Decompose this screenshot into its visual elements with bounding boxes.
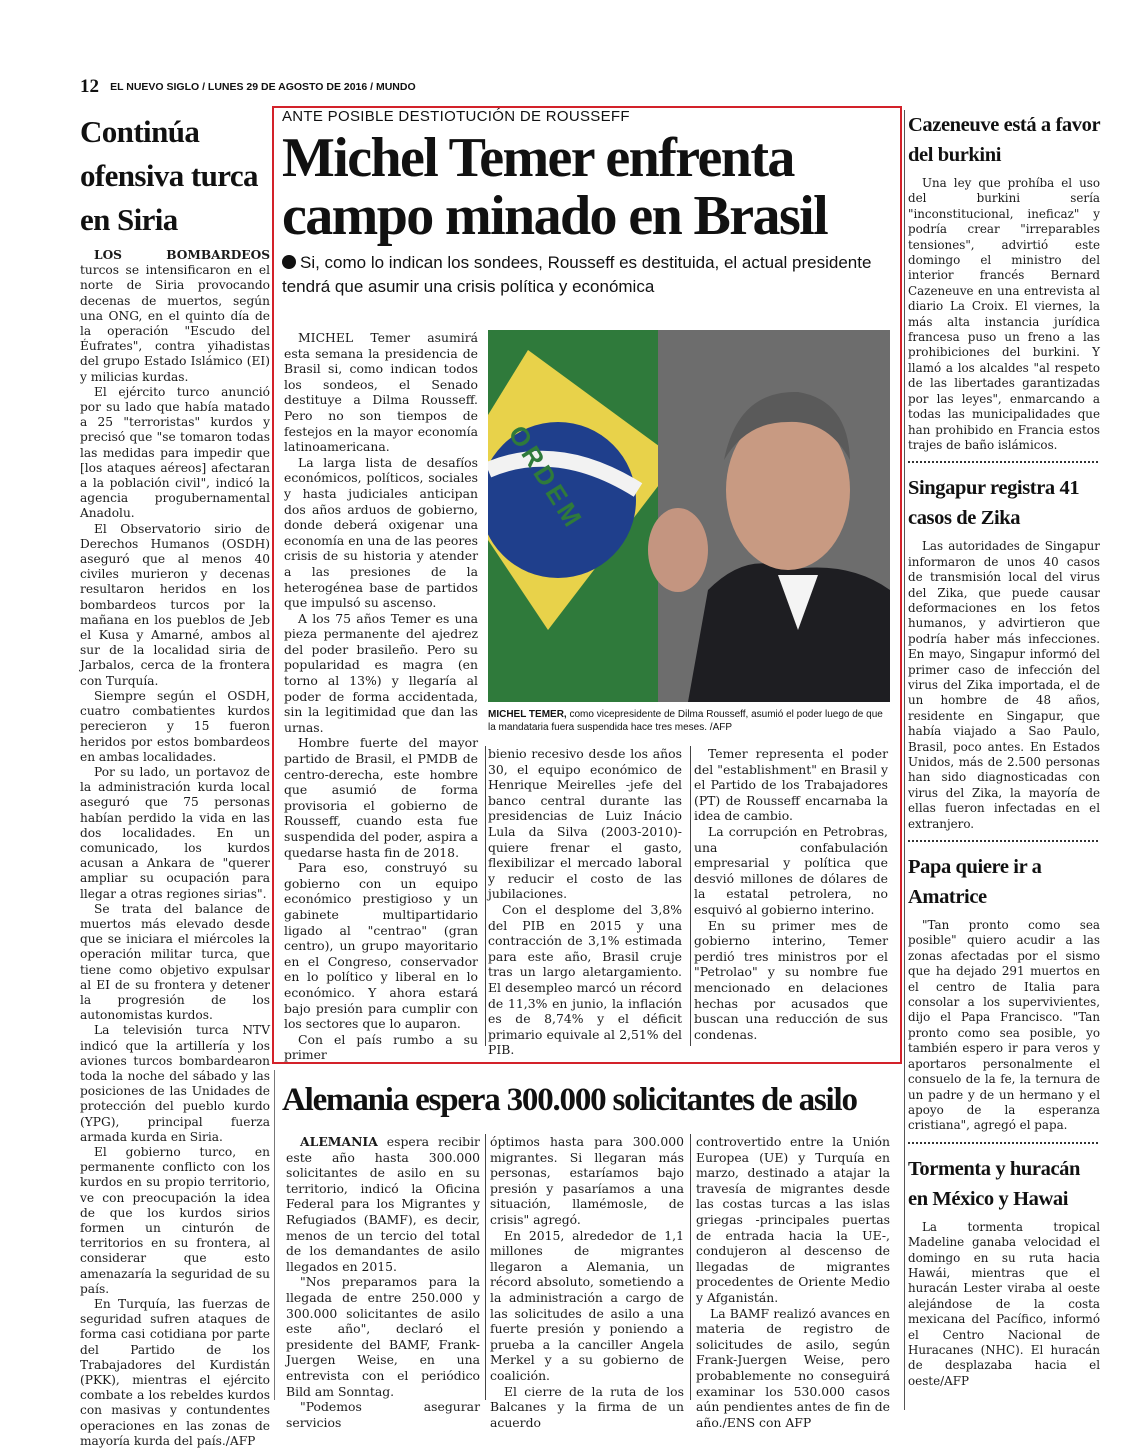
left-story-lead-word: LOS BOMBARDEOS xyxy=(94,248,270,262)
main-summary xyxy=(282,251,882,299)
left-paragraph: El ejército turco anunció por su lado que había matado a 25 "terroristas" kurdos y precisó que "se tomaron todas las medidas para impedir que [los ataques aéreos] afectaran a la población civil", indicó la agencia progubernamental Anadolu. xyxy=(80,384,270,521)
asylum-paragraph: óptimos hasta para 300.000 migrantes. Si llegaran más personas, estaríamos bajo presión y pasaríamos a una situación, llamémosle, de crisis" agregó. xyxy=(490,1134,684,1227)
main-paragraph: Con el país rumbo a su primer xyxy=(284,1031,478,1063)
main-headline: Michel Temer enfrenta campo minado en Brasil xyxy=(282,127,828,247)
main-col-1 xyxy=(284,330,478,1063)
temer-photo xyxy=(488,330,890,702)
left-paragraph: Por su lado, un portavoz de la administración kurda local aseguró que 75 personas habían perdido la vida en las dos localidades. En un comunicado, los kurdos acusan a Ankara de "querer ampliar su ocupación para llegar a otras regiones sirias". xyxy=(80,764,270,901)
main-paragraph: La corrupción en Petrobras, una confabulación empresarial y política que desvió millones de dólares de la estatal petrolera, no esquivó al gobierno interino. xyxy=(694,823,888,917)
main-kicker: ANTE POSIBLE DESTIOTUCIÓN DE ROUSSEFF xyxy=(282,108,630,125)
asylum-paragraph: En 2015, alrededor de 1,1 millones de migrantes llegaron a Alemania, un récord absoluto, sometiendo a la administración a cargo de las solicitudes de asilo a una fuerte presión y poniendo a prueba a la canciller Angela Merkel y a su gobierno de coalición. xyxy=(490,1227,684,1383)
right-briefs xyxy=(908,110,1100,1420)
brief-headline: Tormenta y huracán en México y Hawai xyxy=(908,1157,1080,1210)
brief xyxy=(908,1154,1100,1389)
main-paragraph: bienio recesivo desde los años 30, el equipo económico de Henrique Meirelles -jefe del banco central durante las presidencias de Luiz Inácio Lula da Silva (2003-2010)- quiere frenar el gasto, flexibilizar el mercado laboral y reducir el costo de las jubilaciones. xyxy=(488,746,682,902)
brief-headline: Singapur registra 41 casos de Zika xyxy=(908,477,1080,530)
asylum-story xyxy=(282,1080,894,1430)
left-paragraph: La televisión turca NTV indicó que la artillería y los aviones turcos bombardearon toda la noche del sábado y las posiciones de las Unidades de protección del pueblo kurdo (YPG), principal fuerza armada kurda en Siria. xyxy=(80,1023,270,1144)
asylum-col-3 xyxy=(696,1134,890,1430)
main-paragraph: Con el desplome del 3,8% del PIB en 2015 y una contracción de 3,1% estimada para este año, Brasil cruje tras un largo aletargamiento. El desempleo marcó un récord de 11,3% en junio, la inflación es de 8,74% y el déficit primario equivale al 2,51% del PIB. xyxy=(488,901,682,1058)
asylum-paragraph: El cierre de la ruta de los Balcanes y la firma de un acuerdo xyxy=(490,1383,684,1430)
main-summary-text: Si, como lo indican los sondees, Rousseff es destituida, el actual presidente tendrá que asumir una crisis política y económica xyxy=(282,253,872,296)
asylum-lead-word: ALEMANIA xyxy=(300,1134,378,1149)
masthead-line: EL NUEVO SIGLO / LUNES 29 DE AGOSTO DE 2016 / MUNDO xyxy=(110,81,416,93)
column-rule xyxy=(690,1134,691,1400)
column-rule xyxy=(485,746,486,1046)
left-story-body xyxy=(80,248,270,1449)
left-story xyxy=(80,110,270,1448)
asylum-col-1 xyxy=(286,1134,480,1430)
main-col-2 xyxy=(488,746,682,1058)
main-col-3 xyxy=(694,746,888,1042)
divider xyxy=(908,840,1098,842)
flag-motto: ORDEM xyxy=(502,420,590,535)
column-rule xyxy=(485,1134,486,1400)
masthead xyxy=(80,76,680,98)
asylum-headline: Alemania espera 300.000 solicitantes de asilo xyxy=(282,1082,857,1118)
main-paragraph: En su primer mes de gobierno interino, Temer perdió tres ministros por el "Petrolao" y su nombre fue mencionado en delaciones hechas por acusados que buscan una reducción de sus condenas. xyxy=(694,917,888,1042)
asylum-paragraph: "Podemos asegurar servicios xyxy=(286,1399,480,1430)
asylum-paragraph: espera recibir este año hasta 300.000 solicitantes de asilo en su territorio, indicó la Oficina Federal para los Migrantes y Refugiados (BAMF), es decir, menos de un tercio del total de los demandantes de asilo llegados en 2015. xyxy=(286,1134,480,1274)
left-paragraph: Se trata del balance de muertos más elevado desde que se iniciara el miércoles la operación militar turca, que tiene como objetivo expulsar al EI de su frontera y detener la progresión de los autonomistas kurdos. xyxy=(80,901,270,1023)
photo-caption xyxy=(488,708,888,734)
main-paragraph: Temer representa el poder del "establishment" en Brasil y el Partido de los Trabajadores (PT) de Rousseff encarnaba la idea de cambio. xyxy=(694,746,888,824)
main-paragraph: MICHEL Temer asumirá esta semana la presidencia de Brasil si, como indican todos los sondeos, el Senado destituye a Dilma Rousseff. Pero no son tiempos de festejos en la mayor economía latinoamericana. xyxy=(284,330,478,455)
left-paragraph: En Turquía, las fuerzas de seguridad sufren ataques de forma casi cotidiana por parte del Partido de los Trabajadores del Kurdistán (PKK), mientras el ejército combate a los rebeldes kurdos con masivas y contundentes operaciones en las zonas de mayoría kurda del país./AFP xyxy=(80,1297,270,1448)
caption-text: como vicepresidente de Dilma Rousseff, asumió el poder luego de que la mandataria fuera suspendida hace tres meses. /AFP xyxy=(488,709,883,733)
bullet-icon xyxy=(282,255,296,269)
brief-headline: Cazeneuve está a favor del burkini xyxy=(908,114,1100,166)
main-story xyxy=(282,108,894,1063)
asylum-paragraph: "Nos preparamos para la llegada de entre 250.000 y 300.000 solicitantes de asilo este año", declaró el presidente del BAMF, Frank-Juergen Weise, en una entrevista con el periódico Bild am Sonntag. xyxy=(286,1274,480,1399)
column-rule xyxy=(690,746,691,1046)
brief-headline: Papa quiere ir a Amatrice xyxy=(908,856,1042,909)
brief-text: Las autoridades de Singapur informaron de unos 40 casos de transmisión local del virus del Zika, que puede causar deformaciones en los fetos humanos, y advirtieron que podría haber más infecciones. En mayo, Singapur informó del primer caso de infección del virus del Zika importada, el de un hombre de 48 años, residente en Singapur, que había viajado a Sao Paulo, Brasil, poco antes. En Estados Unidos, más de 2.500 personas han sido diagnosticadas con virus del Zika, la mayoría de ellas fueron infectadas en el extranjero. xyxy=(908,539,1100,831)
main-paragraph: Hombre fuerte del mayor partido de Brasil, el PMDB de centro-derecha, este hombre que asumió de forma provisoria el gobierno de Rousseff, cuando esta fue suspendida del poder, aspira a quedarse hasta fin de 2018. xyxy=(284,735,478,860)
brief-text: La tormenta tropical Madeline ganaba velocidad el domingo en su ruta hacia Hawái, mientras que el huracán Lester viraba al oeste alejándose de la costa mexicana del Pacífico, informó el Centro Nacional de Huracanes (NHC). El huracán de desplazaba hacia el oeste/AFP xyxy=(908,1219,1100,1388)
divider xyxy=(908,1142,1098,1144)
left-paragraph: El Observatorio sirio de Derechos Humanos (OSDH) aseguró que al menos 40 civiles murieron y decenas resultaron heridos en los bombardeos turcos por la mañana en los pueblos de Jeb el Kusa y Amarné, ambos al sur de la localidad siria de Jarbalos, cerca de la frontera con Turquía. xyxy=(80,521,270,688)
left-paragraph: Siempre según el OSDH, cuatro combatientes kurdos perecieron y 15 fueron heridos por estos bombardeos en ambas localidades. xyxy=(80,688,270,764)
left-paragraph: turcos se intensificaron en el norte de Siria provocando decenas de muertos, según una ONG, en el quinto día de la operación "Escudo del Éufrates", contra yihadistas del grupo Estado Islámico (EI) y milicias kurdas. xyxy=(80,263,270,384)
main-paragraph: Para eso, construyó su gobierno con un equipo económico prestigioso y un gabinete multipartidario ligado al "centrao" (gran centro), un grupo mayoritario en el Congreso, conservador en lo político y liberal en lo económico. Y ahora estará bajo presión para cumplir con los sectores que lo auparon. xyxy=(284,860,478,1032)
asylum-paragraph: La BAMF realizó avances en materia de registro de solicitudes de asilo, según Frank-Juergen Weise, pero probablemente no conseguirá examinar los 530.000 casos aún pendientes antes de fin de año./ENS con AFP xyxy=(696,1305,890,1430)
caption-name: MICHEL TEMER, xyxy=(488,709,567,720)
asylum-col-2 xyxy=(490,1134,684,1430)
left-story-headline: Continúa ofensiva turca en Siria xyxy=(80,114,258,237)
asylum-paragraph: controvertido entre la Unión Europea (UE) y Turquía en marzo, destinado a atajar la travesía de migrantes desde las costas turcas a las islas griegas -principales puertas de entrada hacia la UE-, condujeron al descenso de llegadas de migrantes procedentes de Oriente Medio y Afganistán. xyxy=(696,1134,890,1305)
divider xyxy=(908,461,1098,463)
brief-text: Una ley que prohíba el uso del burkini sería "inconstitucional, ineficaz" y podría crear "irreparables tensiones", advirtió este domingo el ministro del interior francés Bernard Cazeneuve en una entrevista al diario La Croix. El viernes, la más alta instancia jurídica francesa puso un freno a las prohibiciones del burkini. Y llamó a los alcaldes "al respeto de las libertades garantizadas por las leyes", enmarcando a todas las municipalidades que han prohibido en Francia estos trajes de baño islámicos. xyxy=(908,176,1100,452)
main-paragraph: La larga lista de desafíos económicos, políticos, sociales y hasta judiciales anticipan dos años arduos de gobierno, donde deberá oxigenar una economía en una de las peores crisis de su historia y atender a las presiones de la heterogénea base de partidos que impulsó su ascenso. xyxy=(284,454,478,611)
page-number: 12 xyxy=(80,76,99,97)
main-paragraph: A los 75 años Temer es una pieza permanente del ajedrez del poder brasileño. Pero su popularidad es magra (en torno al 13%) y llegaría al poder de forma accidentada, sin la legitimidad que dan las urnas. xyxy=(284,610,478,735)
brief xyxy=(908,852,1100,1134)
brief xyxy=(908,473,1100,832)
left-paragraph: El gobierno turco, en permanente conflicto con los kurdos en su propio territorio, ve con preocupación la idea de que los kurdos sirios formen un cinturón de territorios en su frontera, al considerar que esto amenazaría la seguridad de su país. xyxy=(80,1144,270,1296)
temer-photo-illustration xyxy=(488,330,890,702)
column-rule xyxy=(274,1070,275,1400)
brief-text: "Tan pronto como sea posible" quiero acudir a las zonas afectadas por el sismo que ha dejado 291 muertos en el centro de Italia para consolar a los supervivientes, dijo el Papa Francisco. "Tan pronto como sea posible, yo también espero ir para veros y aportaros personalmente el consuelo de la fe, la ternura de un padre y de un hermano y el apoyo de la esperanza cristiana", agregó el papa. xyxy=(908,918,1100,1133)
column-rule xyxy=(904,110,905,1410)
brief xyxy=(908,110,1100,453)
